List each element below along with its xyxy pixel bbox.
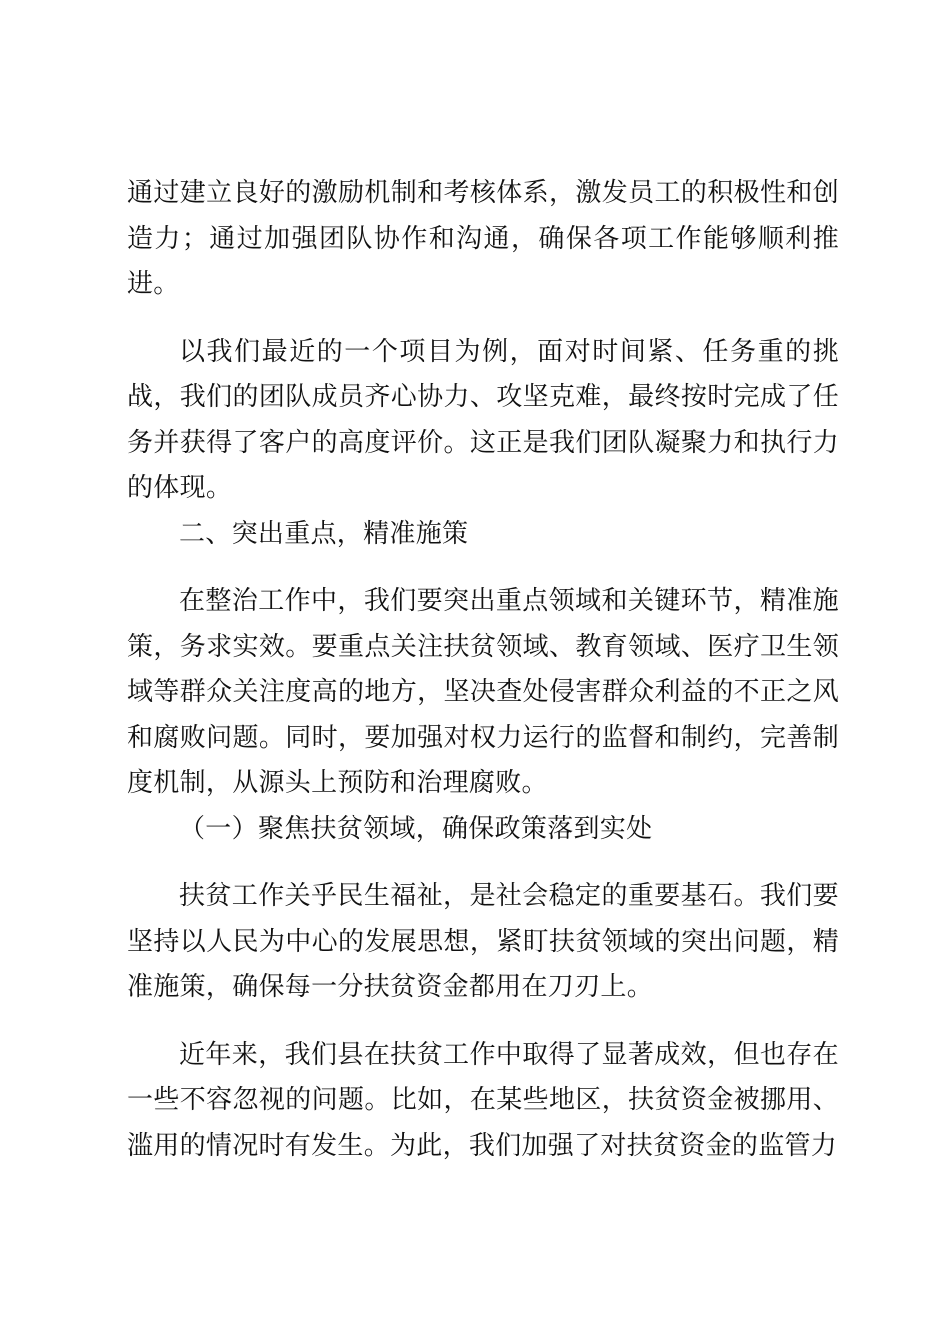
paragraph-recent-years: 近年来，我们县在扶贫工作中取得了显著成效，但也存在一些不容忽视的问题。比如，在某些地区，扶贫资金被挪用、滥用的情况时有发生。为此，我们加强了对扶贫资金的监管力 bbox=[127, 1039, 839, 1161]
subsection-heading-1: （一）聚焦扶贫领域，确保政策落到实处 bbox=[179, 813, 653, 844]
paragraph-poverty-alleviation: 扶贫工作关乎民生福祉，是社会稳定的重要基石。我们要坚持以人民为中心的发展思想，紧盯扶贫领域的突出问题，精准施策，确保每一分扶贫资金都用在刀刃上。 bbox=[127, 881, 839, 1002]
paragraph-project-example: 以我们最近的一个项目为例，面对时间紧、任务重的挑战，我们的团队成员齐心协力、攻坚克难，最终按时完成了任务并获得了客户的高度评价。这正是我们团队凝聚力和执行力的体现。 bbox=[127, 336, 839, 503]
paragraph-continuation: 通过建立良好的激励机制和考核体系，激发员工的积极性和创造力；通过加强团队协作和沟通，确保各项工作能够顺利推进。 bbox=[127, 178, 839, 299]
paragraph-rectification-focus: 在整治工作中，我们要突出重点领域和关键环节，精准施策，务求实效。要重点关注扶贫领域、教育领域、医疗卫生领域等群众关注度高的地方，坚决查处侵害群众利益的不正之风和腐败问题。同时，要加强对权力运行的监督和制约，完善制度机制，从源头上预防和治理腐败。 bbox=[127, 586, 839, 798]
document-body bbox=[127, 171, 839, 1169]
section-heading-2: 二、突出重点，精准施策 bbox=[179, 518, 469, 549]
